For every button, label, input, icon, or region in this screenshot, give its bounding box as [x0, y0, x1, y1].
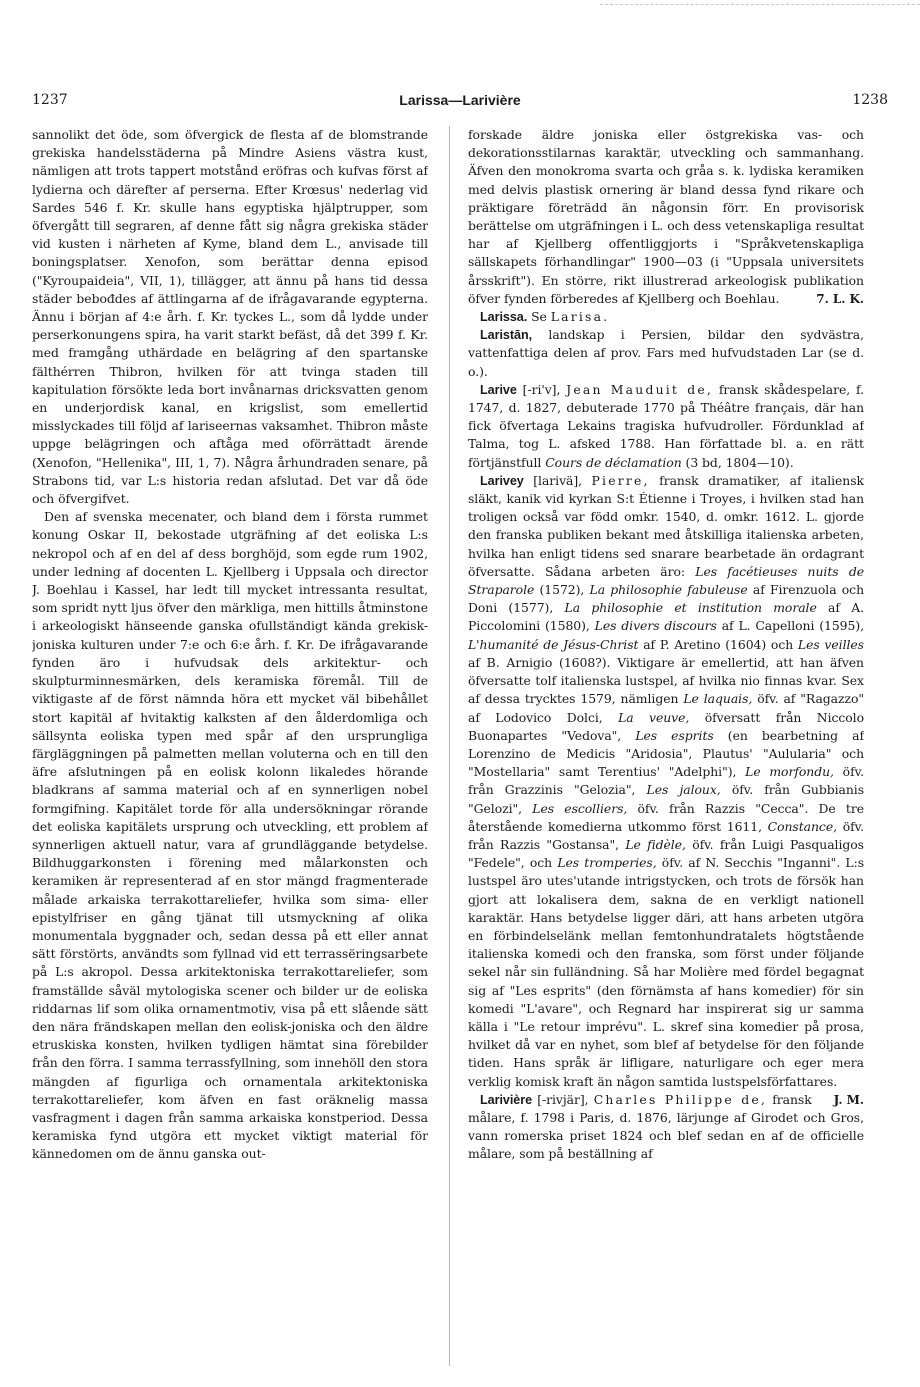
paragraph-larisa-history: sannolikt det öde, som öfvergick de flesta af de blomstrande grekiska handelsstäderna på Mindre Asiens västra kust, nämligen att trots tappert motstånd eröfras och kufvas först af lydierna och därefter af perserna. Efter Krœsus' nederlag vid Sardes 546 f. Kr. skulle hans egyptiska hjälptrupper, som öfvergått till segraren, af denne fått sig några grekiska städer vid kusten i närheten af Kyme, bland dem L., anvisade till boningsplatser. Xenofon, som berättar denna episod ("Kyroupaideia", VII, 1), tillägger, att ännu på hans tid dessa städer bebođdes af ättlingarna af de ifrågavarande egypterna. Ännu i början af 4:e årh. f. Kr. tyckes L., som då lydde under perserkonungens spira, ha varit starkt befäst, då det 399 f. Kr. med framgång uthärdade en belägring af den spartanske fälthérren Thibron, hvilken för att tvinga staden till kapitulation försökte leda bort invånarnas dricksvatten genom en underjordisk kanal, en krigslist, som emellertid misslyckades till följd af lariseernas vaksamhet. Thibron måste uppge belägringen och aftåga med oförrättadt ärende (Xenofon, "Hellenika", III, 1, 7). Några århundraden senare, på Strabons tid, var L:s historia redan afslutad. Det var då öde och öfvergifvet. [32, 127, 428, 507]
larivey-text-16: öfv. af N. Secchis "Inganni". L:s lustspel äro utes'utande intrigstycken, och trots de försök han gjort att lokalisera dem, sakna de en verkligt nationell karaktär. Hans betydelse ligger däri, att hans arbeten utgöra en förbindelselänk mellan femtonhundratalets högtstående italienska komedi och den franska, som först under följande sekel når sin fulländning. Så har Molière med fördel begagnat sig af "Les esprits" (den förnämsta af hans komedier) för sin komedi "L'avare", och Regnard har inspirerat sig ur samma källa i "Le retour imprévu". L. skref sina komedier på prosa, hvilket då var en nyhet, som blef af betydelse för den följande tiden. Hans språk är lifligare, naturligare och eger mera verklig komisk kraft än någon samtida lustspelsförfattares. [468, 855, 864, 1089]
larivey-text-14: öfv. från Razzis "Gostansa", [468, 818, 864, 852]
larivey-text-13: öfv. från Razzis "Cecca". De tre återstående komedierna utkommo först 1611, [468, 800, 864, 834]
signature-jm: J. M. [833, 1092, 864, 1107]
entry-lariviere [468, 1091, 864, 1164]
larivey-work-11: Les jaloux, [646, 782, 721, 798]
page-number-left: 1237 [32, 92, 68, 108]
larive-text: fransk skådespelare, f. 1747, d. 1827, debuterade 1770 på Théâtre français, där han fick öfvertaga Lekains tragiska hufvudroller. Fördunklad af Talma, tog L. afsked 1788. Han författade bl. a. en rätt förtjänstfull [468, 381, 864, 470]
larivey-work-12: Les escolliers, [532, 800, 628, 816]
larive-work: Cours de déclamation [545, 454, 682, 470]
larivey-text-9: öfversatt från Niccolo Buonapartes "Vedova", [468, 709, 864, 743]
larivey-name: Pierre, [591, 472, 650, 488]
paragraph-excavation: Den af svenska mecenater, och bland dem i första rummet konung Oskar II, bekostade utgräfning af det eoliska L:s nekropol och af en del af dess borghöjd, som egde rum 1902, under ledning af docenten L. Kjellberg i Uppsala och director J. Boehlau i Kassel, har ledt till mycket intressanta resultat, som spridt nytt ljus öfver den märkliga, men hittills åtminstone i arkeologiskt hänseende ganska ofullständigt kända grekisk-joniska kulturen under 7:e och 6:e årh. f. Kr. De ifrågavarande fynden äro i hufvudsak dels arkitektur- och skulpturminnesmärken, dels keramiska föremål. Till de viktigaste af de först nämnda höra ett mycket väl bibehållet stort kapitäl af hvitaktig kalksten af den ålderdomliga och sällsynta eoliska typen med spår af den ursprungliga färgläggningen på palmetten mellan voluterna och en till den äfre afslutningen på en eolisk kolonn likaledes hörande bladkrans af samma material och af en synnerligen nobel formgifning. Kapitälet torde för alla undersökningar rörande det eoliska kapitälets ursprung och utveckling, ett problem af synnerligen aktuell natur, vara af grundläggande betydelse. Bildhuggarkonsten i förening med målarkonsten och keramiken är representerad af en stor mängd fragmenterade målade arkaiska terrakottareliefer, hvilka som sima- eller epistylfriser en gång tjänat till utsmyckning af olika monumentala byggnader och, sedan dessa på ett eller annat sätt förstörts, användts som fyllnad vid ett terrassëringsarbete på L:s akropol. Dessa arkitektoniska terrakottareliefer, som framställde såväl mytologiska scener och bilder ur de eoliska riddarnas lif som olika ornamentmotiv, visa på ett slående sätt den nära frändskapen mellan den eolisk-joniska och den äldre etruskiska konsten, hvilken tydligen hämtat sina förebilder från den förra. I samma terrassfyllning, som innehöll den stora mängden af figurliga och ornamentala arkitektoniska terrakottareliefer, kom äfven en fast oräknelig massa vasfragment i dagen från samma arkaiska konstperiod. Dessa keramiska fynd utgöra ett mycket viktigt material för kännedomen om de ännu ganska out- [32, 509, 428, 1162]
larivey-pron: [larivä], [533, 472, 583, 488]
larivey-work-7: Le laquais, [683, 691, 753, 707]
larivey-work-13: Constance, [767, 818, 837, 834]
paragraph-excavation-cont [468, 126, 864, 308]
larivey-work-1: Les facétieuses nuits de Straparole [468, 563, 864, 598]
larivey-text-12: öfv. från Gubbianis "Gelozi", [468, 782, 864, 816]
headword-larive: Larive [480, 382, 517, 397]
headword-larissa: Larissa. [480, 310, 528, 325]
larivey-text-8: öfv. af "Ragazzo" af Lodovico Dolci, [468, 691, 864, 725]
larive-name: Jean Mauduit de, [566, 381, 713, 397]
larissa-text: Se [531, 309, 547, 325]
scan-edge-line [600, 4, 920, 5]
larivey-text-7: af B. Arnigio (1608?). Viktigare är emellertid, att han äfven öfversatte tolf italienska lustspel, af hvilka nio finnas kvar. Sex af dessa trycktes 1579, nämligen [468, 654, 864, 707]
lariviere-pron: [-rivjär], [537, 1091, 589, 1107]
entry-larissa [468, 308, 864, 326]
larivey-text-3: af Firenzuola och Doni (1577), [468, 582, 864, 616]
laristan-text: landskap i Persien, bildar den sydvästra, vattenfattiga delen af prov. Fars med hufvudstaden Lar (se d. o.). [468, 327, 864, 379]
larive-end: (3 bd, 1804—10). [685, 454, 794, 470]
larivey-text-15: öfv. från Luigi Pasqualigos "Fedele", och [468, 836, 864, 871]
larivey-work-15: Les tromperies, [557, 855, 657, 871]
larivey-text-6: af P. Aretino (1604) och [643, 636, 794, 652]
column-divider [449, 126, 450, 1366]
page-header [32, 92, 888, 114]
larivey-work-8: La veuve, [618, 709, 690, 725]
larivey-work-3: La philosophie et institution morale [564, 600, 817, 616]
larivey-work-6: Les veilles [797, 636, 864, 652]
signature-lk: 7. L. K. [816, 291, 864, 306]
larivey-text-11: öfv. från Grazzinis "Gelozia", [468, 764, 864, 798]
left-column [32, 126, 428, 1366]
headword-larivey: Larivey [480, 473, 524, 488]
larivey-work-5: L'humanité de Jésus-Christ [468, 636, 639, 652]
larivey-text-5: af L. Capelloni (1595), [721, 618, 864, 634]
headword-laristan: Laristān, [480, 328, 533, 343]
excavation-text: forskade äldre joniska eller östgrekiska vas- och dekorationsstilarnas karaktär, utveckling och sammanhang. Äfven den monokroma svarta och gråa s. k. lydiska keramiken med delvis plastisk ornering är bland dessa fynd rikare och präktigare företrädd än någonsin förr. En provisorisk berättelse om utgräfningen i L. och dess vetenskapliga resultat har af Kjellberg offentliggjorts i "Språkvetenskapliga sällskapets förhandlingar" 1900—03 (i "Uppsala universitets årsskrift"). En större, rikt illustrerad arkeologisk publikation öfver fynden förberedes af Kjellberg och Boehlau. [468, 127, 864, 306]
larivey-work-10: Le morfondu, [745, 764, 834, 780]
larivey-text-10: (en bearbetning af Lorenzino de Medicis "Aridosia", Plautus' "Aulularia" och "Mostellaria" samt Terentius' "Adelphi"), [468, 727, 864, 780]
lariviere-text: fransk målare, f. 1798 i Paris, d. 1876, lärjunge af Girodet och Gros, vann romerska priset 1824 och blef sedan en af de officielle målare, som på beställning af [468, 1091, 864, 1162]
larivey-text-2: (1572), [539, 582, 585, 598]
headword-lariviere: Larivière [480, 1092, 533, 1107]
larivey-text-4: af A. Piccolomini (1580), [468, 600, 864, 634]
larive-pron: [-ri'v], [522, 381, 561, 397]
larivey-text-1: fransk dramatiker, af italiensk släkt, kanik vid kyrkan S:t Étienne i Troyes, i hvilken stad han troligen också var född omkr. 1540, d. omkr. 1612. L. gjorde den franska publiken bekant med åtskilliga italienska arbeten, hvilka han enligt tidens sed snarare bearbetade än ordagrant öfversatte. Sådana arbeten äro: [468, 472, 864, 579]
larivey-work-4: Les divers discours [594, 618, 717, 634]
lariviere-name: Charles Philippe de, [593, 1091, 768, 1107]
page-number-right: 1238 [852, 92, 888, 108]
entry-laristan [468, 326, 864, 381]
right-column [468, 126, 864, 1366]
larissa-cross-ref: Larisa. [550, 309, 610, 325]
larivey-work-14: Le fidèle, [625, 836, 686, 852]
larivey-work-2: La philosophie fabuleuse [589, 582, 748, 598]
larivey-work-9: Les esprits [635, 727, 714, 743]
entry-larive [468, 381, 864, 472]
running-title: Larissa—Larivière [399, 92, 521, 108]
